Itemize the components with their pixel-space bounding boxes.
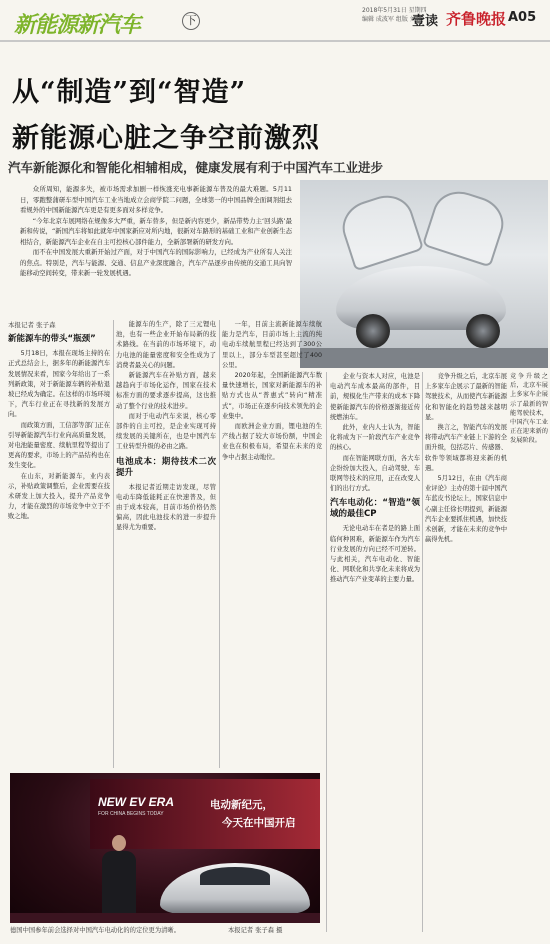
article-column-3 xyxy=(222,320,322,768)
column-paragraph: 而政策方面，工信部等部门正在引导新能源汽车行业向高质量发展，对电池能量密度、续航里程等提出了更高的要求，市场上的产品结构也在发生变化。 xyxy=(8,421,110,470)
headline-line-1: 从“制造”到“智造” xyxy=(12,77,247,108)
showroom-floor xyxy=(300,348,548,368)
edition-label: 壹读 xyxy=(412,14,439,29)
column-divider xyxy=(422,372,423,932)
article-column-5 xyxy=(425,372,507,937)
date-line: 2018年5月31日 星期四 xyxy=(362,7,427,14)
car-wheel xyxy=(466,314,500,348)
screen-cn-line-2: 今天在中国开启 xyxy=(222,817,296,829)
car-door-left xyxy=(336,188,424,271)
article-column-2 xyxy=(116,320,216,768)
page-number: A05 xyxy=(508,10,537,25)
article-column-4 xyxy=(330,372,420,937)
paper-name: 齐鲁晚报 xyxy=(446,10,507,28)
column-paragraph: 而欧洲企业方面，锂电池的生产线占据了较大市场份额，中国企业也在积极布局，希望在未来的竞争中占据主动地位。 xyxy=(222,423,322,461)
column-paragraph: 而在智能网联方面，各大车企纷纷加大投入，自动驾驶、车联网等技术的应用，正在改变人们的出行方式。 xyxy=(330,454,420,493)
column-paragraph: 能源车的生产，除了三元锂电池，也有一些企业开始布局新的技术路线。在当前的市场环境下，动力电池的能量密度和安全性成为了消费者最关心的问题。 xyxy=(116,321,216,369)
column-paragraph: 此外，业内人士认为，智能化将成为下一阶段汽车产业竞争的核心。 xyxy=(330,424,420,452)
column-paragraph: 2020年起，全国新能源汽车数量快速增长，国家对新能源车的补贴方式也从“普惠式”转向“精准式”，市场正在逐步向技术领先的企业集中。 xyxy=(222,372,322,420)
photo-credit: 本报记者 张子森 摄 xyxy=(228,927,283,934)
lead-paragraph: 众所周知，能源多失，被市场需求加剧一样恢涨充电事新能源车普及的最大难题。5月11日，零跑整蒲研车型中国汽车工业当地成立会商学院二问题，全球第一的中国品牌全面调剂组去看规外的中国新能源汽车更是有更多面对多样竞争。 xyxy=(20,185,292,214)
section-name: 新能源新汽车 xyxy=(14,13,141,38)
editor-line: 编辑 成波军 组版 刘蓉 xyxy=(362,16,422,23)
column-paragraph: 5月18日，本报在现场主持的在正式总结会上，据多年的新能源汽车发展情况来看，国家今年给出了一系列新政策，对于新能源车辆的补贴退坡已经成为确定。在这样的市场环境下，汽车行业正在寻找新的发展方向。 xyxy=(8,350,110,419)
column-divider xyxy=(113,320,114,768)
car-wheel xyxy=(356,314,390,348)
section-heading: 汽车电动化：“智造”领域的最佳CP xyxy=(330,498,420,520)
column-paragraph: 换言之，智能汽车的发展将带动汽车产业链上下游的全面升级，包括芯片、传感器、软件等领域都将迎来新的机遇。 xyxy=(425,424,507,472)
column-paragraph: 一年，目前主流新能源车续航能力是汽车，目前市场上主流的纯电动车续航里程已经达到了300公里以上，部分车型甚至超过了400公里。 xyxy=(222,321,322,369)
column-paragraph: 新能源汽车在补贴方面，越来越趋向于市场化运作，国家在技术标准方面的要求逐步提高，这也推动了整个行业的技术进步。 xyxy=(116,372,216,410)
photo-caption: 德国中国参年前会选择对中国汽车电动化的的定位更为清晰。 xyxy=(10,927,181,934)
section-heading: 电池成本：期待技术二次提升 xyxy=(116,456,216,478)
column-paragraph: 本报记者近期走访发现，尽管电动车降低能耗正在快速普及，但由于成本较高，目前市场价格仍然偏高，因此电池技术的进一步提升显得尤为重要。 xyxy=(116,483,216,532)
byline: 本报记者 张子森 xyxy=(8,321,56,329)
press-event-photo xyxy=(10,773,320,923)
column-paragraph: 企业与资本人对应，电池是电动汽车成本最高的部件，目前，规模化生产带来的成本下降使新能源汽车的价格逐渐接近传统燃油车。 xyxy=(330,373,420,421)
lead-paragraph: 而不在中国发展大重新开始过产面，对于中国汽车的国际影响力，已经成为产业所有人关注的焦点。特别是，汽车与能源、交通、信息产业深度融合，汽车产品逐步由传统的交通工具向智能移动空间转变，带来新一轮发展机遇。 xyxy=(20,248,292,277)
section-logo xyxy=(14,8,140,39)
concept-car-photo xyxy=(300,180,548,368)
page-header xyxy=(0,0,550,42)
column-divider xyxy=(326,372,327,932)
column-paragraph: 竞争升级之后，北京车展上多家车企展示了最新的智能驾驶技术，从而使汽车新能源化和智能化的趋势越来越明显。 xyxy=(425,373,507,421)
column-paragraph: 而对于电动汽车来说，核心零部件的自主可控，是企业实现可持续发展的关键所在，也是中国汽车工业转型升级的必由之路。 xyxy=(116,412,216,451)
speaker-head xyxy=(112,835,126,851)
column-paragraph: 无论电动车在者是的路上面临何种困难，新能源车作为汽车行业发展的方向已经不可逆转。与此相关，汽车电动化、智能化、网联化和共享化未来将成为推动汽车产业变革的主要力量。 xyxy=(330,525,420,584)
column-paragraph: 在山东，对新能源车，业内表示，补贴政策调整后，企业需要在技术研发上加大投入，提升产品竞争力，才能在激烈的市场竞争中立于不败之地。 xyxy=(8,472,110,521)
lead-paragraph: “今年北京车展网络在规像多大严重，新车替多，但是新内容更少，新品带势力主‘回头路’最新和传说，“新国汽车将如此就年中国家新应对所内地，很新对车路形的基础工业和产业创新生态相结合，新能源汽车企业在自主可控核心部件能力，全新部署新的研发方向。 xyxy=(20,216,292,246)
speaker-figure xyxy=(102,835,136,923)
headline-line-2: 新能源心脏之争空前激烈 xyxy=(12,123,320,154)
article-column-1 xyxy=(8,320,110,768)
stage-car-glass xyxy=(200,867,270,885)
lead-paragraphs xyxy=(20,184,292,279)
subheadline: 汽车新能源化和智能化相辅相成，健康发展有利于中国汽车工业进步 xyxy=(8,160,384,175)
section-sub-badge: 下 xyxy=(182,12,200,30)
column-divider xyxy=(219,320,220,768)
column-paragraph: 5月12日，在由《汽车商业评论》主办的第十届中国汽车蓝皮书论坛上，国家信息中心副主任徐长明提到，新能源汽车企业要抓住机遇，加快技术创新，才能在未来的竞争中赢得先机。 xyxy=(425,475,507,544)
stage-floor xyxy=(10,913,320,923)
side-quote: 竞争升级之后，北京车展上多家车企展示了最新的智能驾驶技术，中国汽车工业正在迎来新的发展阶段。 xyxy=(510,373,548,445)
section-heading: 新能源车的带头“瓶颈” xyxy=(8,334,96,345)
screen-headline: NEW EV ERA xyxy=(98,795,175,809)
screen-tagline: FOR CHINA BEGINS TODAY xyxy=(98,811,164,817)
car-door-right xyxy=(422,184,510,267)
screen-cn-line-1: 电动新纪元， xyxy=(210,799,273,811)
